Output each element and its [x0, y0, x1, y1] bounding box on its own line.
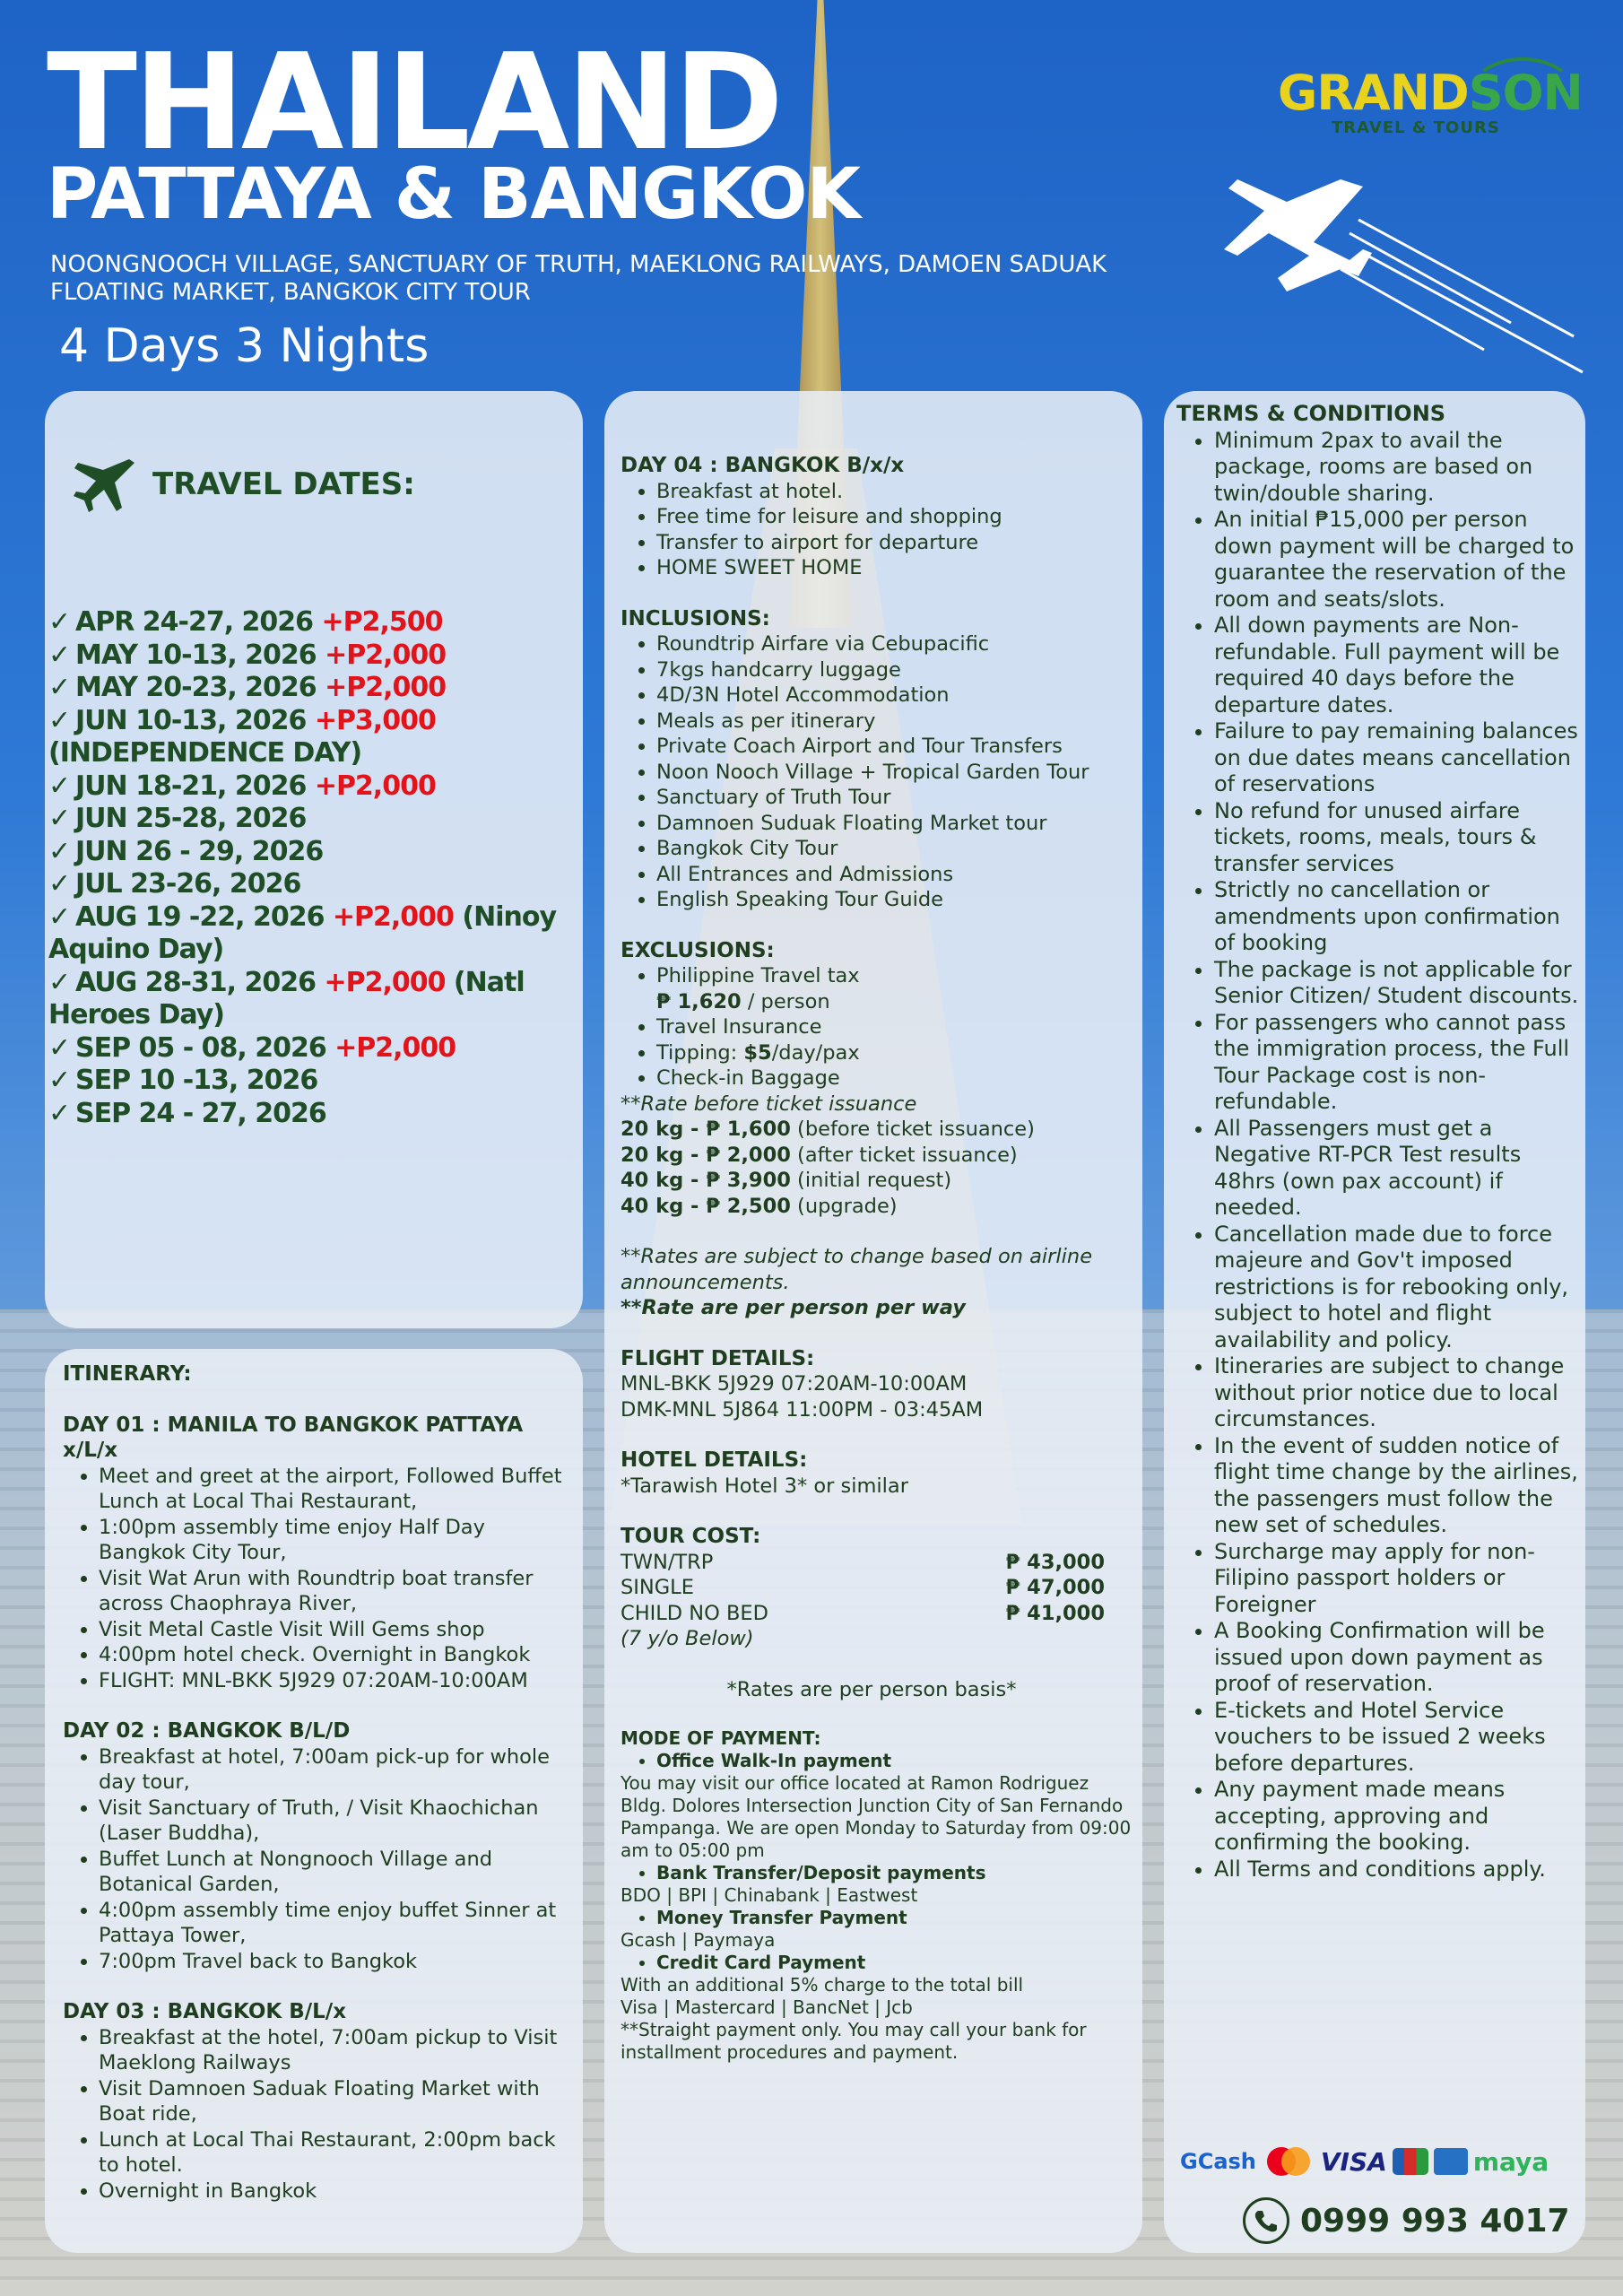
- logo-tagline: TRAVEL & TOURS: [1332, 118, 1500, 137]
- list-item: • Meals as per itinerary: [656, 709, 1132, 735]
- baggage-rates: [621, 1117, 1132, 1219]
- itinerary-day-list: [63, 2025, 565, 2205]
- payment-walkin-title: • Office Walk-In payment: [656, 1750, 1132, 1772]
- check-icon: ✓: [48, 966, 71, 998]
- logo-text-son: SON: [1468, 65, 1583, 121]
- maya-logo: maya: [1472, 2146, 1549, 2177]
- list-item: • Buffet Lunch at Nongnooch Village and Botanical Garden,: [99, 1847, 565, 1898]
- check-icon: ✓: [48, 770, 71, 802]
- terms-item: • For passengers who cannot pass the immigration process, the Full Tour Package cost is non-refundable.: [1214, 1010, 1580, 1116]
- list-item: • Bangkok City Tour: [656, 836, 1132, 862]
- tour-cost-row: SINGLE ₱ 47,000: [621, 1576, 1105, 1599]
- list-item: • Transfer to airport for departure: [656, 530, 1132, 556]
- list-item: • Lunch at Local Thai Restaurant, 2:00pm back to hotel.: [99, 2127, 565, 2179]
- child-note: (7 y/o Below): [621, 1627, 754, 1650]
- travel-date-item: ✓ SEP 10 -13, 2026: [48, 1065, 318, 1096]
- list-item: • Tipping: $5/day/pax: [656, 1040, 1132, 1066]
- payment-card-text-1: With an additional 5% charge to the total bill: [621, 1974, 1024, 1996]
- payment-money-text: Gcash | Paymaya: [621, 1929, 776, 1951]
- list-item: • Roundtrip Airfare via Cebupacific: [656, 631, 1132, 657]
- check-icon: ✓: [48, 672, 71, 703]
- check-icon: ✓: [48, 868, 71, 900]
- payment-heading: MODE OF PAYMENT:: [621, 1727, 821, 1749]
- terms-item: • Surcharge may apply for non-Filipino passport holders or Foreigner: [1214, 1539, 1580, 1619]
- day04-list: [621, 479, 1132, 581]
- list-item: • Free time for leisure and shopping: [656, 504, 1132, 530]
- tour-cost-table: [621, 1550, 1132, 1627]
- baggage-rate-row: 20 kg - ₱ 1,600 (before ticket issuance): [621, 1118, 1035, 1141]
- list-item: • Sanctuary of Truth Tour: [656, 785, 1132, 811]
- payment-bank-title: • Bank Transfer/Deposit payments: [656, 1862, 1132, 1884]
- phone-number: 0999 993 4017: [1300, 2202, 1570, 2239]
- airplane-icon: [1215, 170, 1592, 377]
- itinerary-day-title: DAY 03 : BANGKOK B/L/x: [63, 2000, 347, 2023]
- check-icon: ✓: [48, 1097, 71, 1129]
- list-item: • 4D/3N Hotel Accommodation: [656, 683, 1132, 709]
- flight-line-2: DMK-MNL 5J864 11:00PM - 03:45AM: [621, 1397, 984, 1422]
- terms-item: • E-tickets and Hotel Service vouchers to be issued 2 weeks before departures.: [1214, 1698, 1580, 1778]
- baggage-rate-row: 20 kg - ₱ 2,000 (after ticket issuance): [621, 1143, 1018, 1167]
- company-logo: [1278, 52, 1583, 151]
- check-icon: ✓: [48, 704, 71, 736]
- terms-item: • Strictly no cancellation or amendments upon confirmation of booking: [1214, 877, 1580, 957]
- rate-note: **Rate before ticket issuance: [621, 1091, 917, 1116]
- travel-date-item: ✓ SEP 24 - 27, 2026: [48, 1097, 326, 1129]
- travel-date-item: ✓ JUN 10-13, 2026 +P3,000 (INDEPENDENCE DAY): [48, 704, 436, 769]
- list-item: • 7kgs handcarry luggage: [656, 657, 1132, 683]
- terms-list: [1176, 428, 1580, 1883]
- payment-card-text-2: Visa | Mastercard | BancNet | Jcb: [621, 1996, 913, 2018]
- check-icon: ✓: [48, 606, 71, 638]
- list-item: • 1:00pm assembly time enjoy Half Day Bangkok City Tour,: [99, 1515, 565, 1566]
- check-icon: ✓: [48, 639, 71, 671]
- travel-date-item: ✓ AUG 19 -22, 2026 +P2,000 (Ninoy Aquino Day): [48, 900, 557, 965]
- payment-money-title: • Money Transfer Payment: [656, 1907, 1132, 1929]
- list-item: • 7:00pm Travel back to Bangkok: [99, 1949, 565, 1975]
- list-item: • Meet and greet at the airport, Followed Buffet Lunch at Local Thai Restaurant,: [99, 1464, 565, 1515]
- travel-dates-heading: TRAVEL DATES:: [72, 456, 415, 513]
- travel-date-item: ✓ JUN 18-21, 2026 +P2,000: [48, 770, 436, 802]
- details-section: [621, 453, 1132, 2064]
- list-item: • Visit Metal Castle Visit Will Gems shop: [99, 1617, 565, 1643]
- hotel-line: *Tarawish Hotel 3* or similar: [621, 1474, 908, 1498]
- flight-line-1: MNL-BKK 5J929 07:20AM-10:00AM: [621, 1372, 968, 1396]
- list-item: • Visit Damnoen Saduak Floating Market with Boat ride,: [99, 2076, 565, 2127]
- check-icon: ✓: [48, 803, 71, 834]
- payment-card-text-3: **Straight payment only. You may call your bank for installment procedures and payment.: [621, 2019, 1087, 2063]
- travel-date-item: ✓ SEP 05 - 08, 2026 +P2,000: [48, 1031, 456, 1064]
- page-title: THAILAND: [47, 25, 780, 179]
- rate-basis: *Rates are per person basis*: [726, 1677, 1017, 1701]
- terms-item: • All Passengers must get a Negative RT-PCR Test results 48hrs (own pax account) if needed.: [1214, 1116, 1580, 1222]
- travel-date-item: ✓ AUG 28-31, 2026 +P2,000 (Natl Heroes Day): [48, 966, 525, 1031]
- check-icon: ✓: [48, 835, 71, 867]
- tour-cost-row: TWN/TRP ₱ 43,000: [621, 1550, 1105, 1574]
- terms-item: • Any payment made means accepting, approving and confirming the booking.: [1214, 1777, 1580, 1857]
- travel-date-item: ✓ JUN 26 - 29, 2026: [48, 835, 324, 867]
- list-item: • Damnoen Suduak Floating Market tour: [656, 811, 1132, 837]
- rate-change-note: **Rates are subject to change based on airline announcements.: [621, 1245, 1093, 1294]
- inclusions-heading: INCLUSIONS:: [621, 606, 770, 631]
- rate-per-way-note: **Rate are per person per way: [621, 1296, 966, 1319]
- day04-title: DAY 04 : BANGKOK B/x/x: [621, 454, 905, 477]
- travel-date-item: ✓ APR 24-27, 2026 +P2,500: [48, 606, 443, 638]
- travel-date-item: ✓ JUN 25-28, 2026: [48, 803, 307, 834]
- itinerary-day-list: [63, 1464, 565, 1694]
- list-item: • HOME SWEET HOME: [656, 555, 1132, 581]
- inclusions-list: [621, 631, 1132, 913]
- itinerary-heading: ITINERARY:: [63, 1362, 192, 1386]
- tour-duration: 4 Days 3 Nights: [59, 319, 430, 373]
- terms-item: • A Booking Confirmation will be issued upon down payment as proof of reservation.: [1214, 1618, 1580, 1698]
- phone-icon: [1243, 2197, 1289, 2244]
- list-item: • Noon Nooch Village + Tropical Garden Tour: [656, 760, 1132, 786]
- terms-item: • All down payments are Non-refundable. Full payment will be required 40 days before the departure dates.: [1214, 613, 1580, 718]
- list-item: • All Entrances and Admissions: [656, 862, 1132, 888]
- payment-section: [621, 1727, 1132, 2064]
- baggage-rate-row: 40 kg - ₱ 2,500 (upgrade): [621, 1194, 898, 1218]
- logo-text-grand: GRAND: [1278, 65, 1469, 121]
- list-item: • Breakfast at hotel, 7:00am pick-up for whole day tour,: [99, 1744, 565, 1796]
- visa-logo: VISA: [1320, 2146, 1387, 2177]
- plane-icon: [72, 456, 136, 513]
- terms-item: • The package is not applicable for Senior Citizen/ Student discounts.: [1214, 957, 1580, 1010]
- terms-heading: TERMS & CONDITIONS: [1176, 401, 1446, 426]
- terms-item: • Minimum 2pax to avail the package, rooms are based on twin/double sharing.: [1214, 428, 1580, 508]
- list-item: • Private Coach Airport and Tour Transfers: [656, 734, 1132, 760]
- list-item: • Check-in Baggage: [656, 1065, 1132, 1091]
- list-item: • Breakfast at hotel.: [656, 479, 1132, 505]
- list-item: • Travel Insurance: [656, 1014, 1132, 1040]
- itinerary-day-title: DAY 01 : MANILA TO BANGKOK PATTAYA x/L/x: [63, 1413, 524, 1462]
- page-subtitle: PATTAYA & BANGKOK: [47, 154, 860, 235]
- payment-card-title: • Credit Card Payment: [656, 1952, 1132, 1974]
- list-item: • Overnight in Bangkok: [99, 2179, 565, 2205]
- terms-item: • All Terms and conditions apply.: [1214, 1857, 1580, 1883]
- gcash-logo: GCash: [1180, 2149, 1256, 2174]
- payment-walkin-text: You may visit our office located at Ramon Rodriguez Bldg. Dolores Intersection Junction City of San Fernando Pampanga. We are open Monday to Saturday from 09:00 am to 05:00 pm: [621, 1772, 1132, 1861]
- terms-section: [1176, 401, 1580, 1883]
- terms-item: • Itineraries are subject to change without prior notice due to local circumstances.: [1214, 1353, 1580, 1433]
- list-item: • Breakfast at the hotel, 7:00am pickup to Visit Maeklong Railways: [99, 2025, 565, 2076]
- list-item: • Visit Wat Arun with Roundtrip boat transfer across Chaophraya River,: [99, 1566, 565, 1617]
- contact-phone[interactable]: [1243, 2197, 1570, 2244]
- hotel-heading: HOTEL DETAILS:: [621, 1448, 808, 1472]
- tour-cost-heading: TOUR COST:: [621, 1525, 761, 1548]
- travel-date-item: ✓ MAY 20-23, 2026 +P2,000: [48, 672, 447, 703]
- terms-item: • Cancellation made due to force majeure and Gov't imposed restrictions is for rebooking only, subject to hotel and flight availability and policy.: [1214, 1222, 1580, 1354]
- payment-bank-text: BDO | BPI | Chinabank | Eastwest: [621, 1884, 918, 1906]
- flight-heading: FLIGHT DETAILS:: [621, 1346, 815, 1370]
- check-icon: ✓: [48, 1065, 71, 1096]
- baggage-rate-row: 40 kg - ₱ 3,900 (initial request): [621, 1169, 952, 1192]
- travel-dates-list: [48, 606, 586, 1130]
- list-item: • Philippine Travel tax ₱ 1,620 / person: [656, 963, 1132, 1014]
- exclusions-list: [621, 963, 1132, 1091]
- jcb-icon: [1393, 2148, 1428, 2175]
- terms-item: • In the event of sudden notice of flight time change by the airlines, the passengers must follow the new set of schedules.: [1214, 1433, 1580, 1539]
- tour-cost-row: CHILD NO BED ₱ 41,000: [621, 1601, 1105, 1625]
- itinerary-section: [63, 1361, 565, 2204]
- check-icon: ✓: [48, 900, 71, 933]
- travel-date-item: ✓ JUL 23-26, 2026: [48, 868, 301, 900]
- check-icon: ✓: [48, 1031, 71, 1064]
- destinations-list: NOONGNOOCH VILLAGE, SANCTUARY OF TRUTH, MAEKLONG RAILWAYS, DAMOEN SADUAK FLOATING MARKET, BANGKOK CITY TOUR: [50, 251, 1107, 307]
- list-item: • Visit Sanctuary of Truth, / Visit Khaochichan (Laser Buddha),: [99, 1796, 565, 1847]
- travel-date-item: ✓ MAY 10-13, 2026 +P2,000: [48, 639, 447, 671]
- list-item: • 4:00pm assembly time enjoy buffet Sinner at Pattaya Tower,: [99, 1898, 565, 1949]
- mastercard-icon: [1262, 2146, 1315, 2177]
- terms-item: • Failure to pay remaining balances on due dates means cancellation of reservations: [1214, 718, 1580, 798]
- exclusions-heading: EXCLUSIONS:: [621, 938, 775, 962]
- terms-item: • An initial ₱15,000 per person down payment will be charged to guarantee the reservation of the room and seats/slots.: [1214, 507, 1580, 613]
- list-item: • FLIGHT: MNL-BKK 5J929 07:20AM-10:00AM: [99, 1668, 565, 1694]
- itinerary-day-title: DAY 02 : BANGKOK B/L/D: [63, 1719, 351, 1743]
- list-item: • 4:00pm hotel check. Overnight in Bangkok: [99, 1642, 565, 1668]
- terms-item: • No refund for unused airfare tickets, rooms, meals, tours & transfer services: [1214, 798, 1580, 878]
- itinerary-day-list: [63, 1744, 565, 1975]
- list-item: • English Speaking Tour Guide: [656, 887, 1132, 913]
- payment-logos: [1180, 2144, 1575, 2179]
- amex-icon: [1434, 2148, 1468, 2175]
